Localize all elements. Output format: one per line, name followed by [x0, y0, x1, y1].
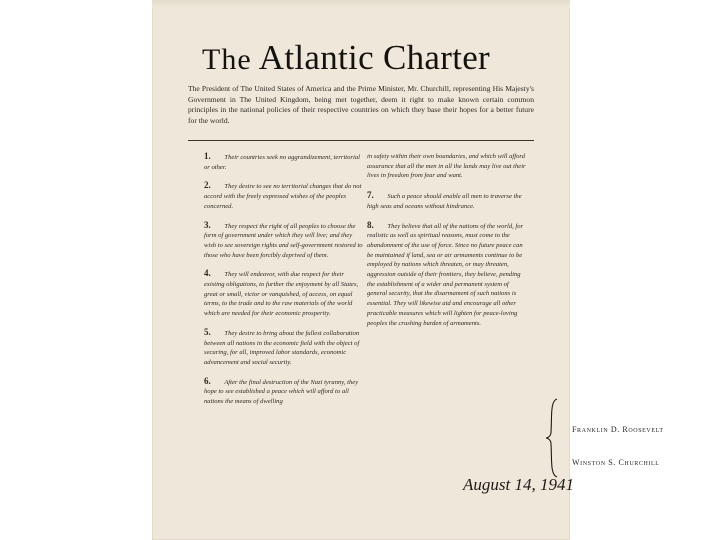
title-main: Atlantic Charter [258, 38, 491, 77]
principle-7 [367, 191, 527, 211]
principle-number: 2. [204, 180, 211, 191]
principle-text: They desire to see no territorial changes that do not accord with the freely expressed wishes of the peoples concerned. [204, 183, 362, 210]
principle-6 [204, 377, 364, 407]
principle-text: They desire to bring about the fullest collaboration between all nations in the economic field with the object of securing, for all, improved labor standards, economic advancement and social security. [204, 329, 360, 366]
principle-number: 6. [204, 375, 211, 386]
archive-stamp [164, 465, 176, 529]
right-column [367, 152, 527, 337]
title-prefix: The [202, 43, 252, 76]
charter-date: August 14, 1941 [463, 475, 574, 494]
charter-poster [152, 0, 664, 540]
principle-8 [367, 221, 527, 329]
principle-number: 3. [204, 219, 211, 230]
principle-text: They will endeavor, with due respect for their existing obligations, to further the enjoyment by all States, great or small, victor or vanquished, of access, on equal terms, to the trade and to the raw materials of the world which are needed for their economic prosperity. [204, 271, 359, 318]
principle-text: They believe that all of the nations of the world, for realistic as well as spiritual reasons, must come to the abandonment of the use of force. Since no future peace can be maintained if land, sea or air armaments continue to be employed by nations which threaten, or may threaten, aggression outside of their frontiers, they believe, pending the establishment of a wider and permanent system of general security, that the disarmament of such nations is essential. They will likewise aid and encourage all other practicable measures which will lighten for peace-loving peoples the crushing burden of armaments. [367, 222, 524, 327]
principle-5 [204, 328, 364, 368]
principle-2 [204, 181, 364, 211]
signature-roosevelt: Franklin D. Roosevelt [572, 425, 664, 434]
left-column [204, 152, 364, 416]
principle-text: Their countries seek no aggrandizement, territorial or other. [204, 154, 360, 171]
principle-number: 4. [204, 268, 211, 279]
signature-churchill: Winston S. Churchill [572, 458, 660, 467]
principle-number: 5. [204, 326, 211, 337]
principle-6-continued: in safety within their own boundaries, and which will afford assurance that all the men in all the lands may live out their lives in freedom from fear and want. [367, 153, 526, 180]
paper-edge [152, 0, 570, 8]
principle-text: After the final destruction of the Nazi tyranny, they hope to see established a peace which will afford to all nations the means of dwelling [204, 378, 359, 406]
principle-text: Such a peace should enable all men to traverse the high seas and oceans without hindrance. [367, 193, 522, 210]
principle-4 [204, 269, 364, 319]
principle-number: 7. [367, 190, 374, 201]
principle-1 [204, 152, 364, 172]
principle-text: They respect the right of all peoples to choose the form of government under which they will live; and they wish to see sovereign rights and self-government restored to those who have been forcibly deprived of them. [204, 222, 363, 259]
signature-brace [546, 398, 558, 478]
preamble-text: The President of The United States of America and the Prime Minister, Mr. Churchill, representing His Majesty's Government in The United Kingdom, being met together, deem it right to make known certain common principles in the national policies of their respective countries on which they base their hopes for a better future for the world. [188, 84, 534, 125]
principle-3 [204, 221, 364, 261]
document-title [202, 38, 532, 78]
principle-number: 8. [367, 219, 374, 230]
divider-rule [188, 140, 534, 141]
principle-number: 1. [204, 151, 211, 161]
